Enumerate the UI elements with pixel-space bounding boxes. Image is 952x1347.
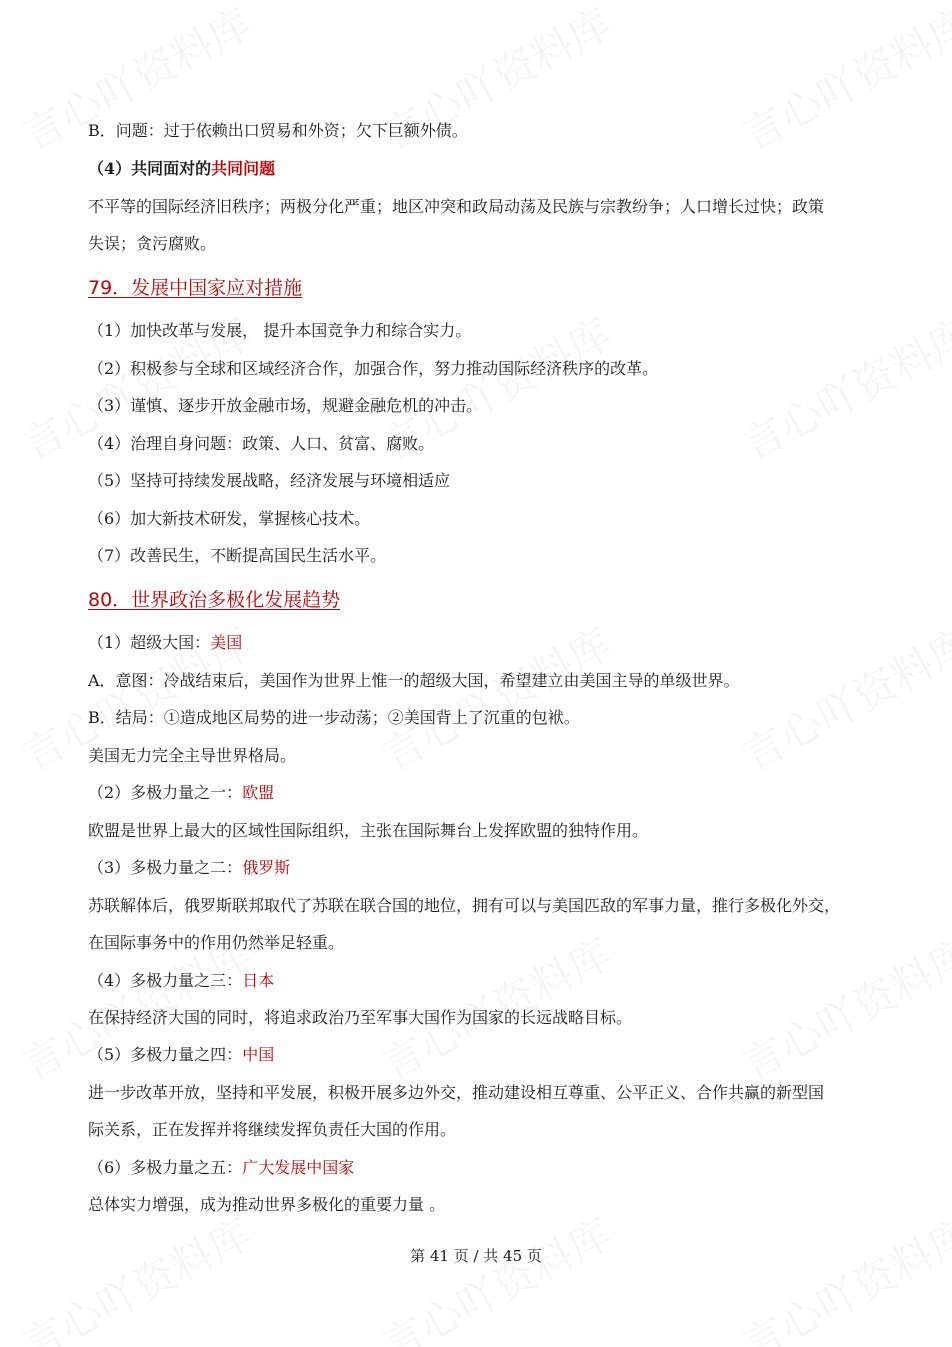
- list-item-measure-1: （1）加快改革与发展， 提升本国竞争力和综合实力。: [88, 321, 472, 340]
- paragraph-pole-1-a: A．意图：冷战结束后，美国作为世界上惟一的超级大国，希望建立由美国主导的单级世界。: [88, 671, 740, 690]
- pole-1-highlight: 美国: [210, 633, 243, 652]
- pole-5-heading: [88, 1044, 882, 1066]
- list-item-measure-3: （3）谨慎、逐步开放金融市场，规避金融危机的冲击。: [88, 396, 483, 415]
- pole-3-highlight: 俄罗斯: [242, 858, 291, 877]
- subheading-highlight: 共同问题: [211, 159, 276, 178]
- pole-3-prefix: （3）多极力量之二：: [88, 858, 243, 877]
- page-number-footer: 第 41 页 / 共 45 页: [410, 1247, 542, 1265]
- pole-2-prefix: （2）多极力量之一：: [88, 783, 243, 802]
- watermark: [10, 1202, 261, 1347]
- pole-6-highlight: 广大发展中国家: [242, 1158, 355, 1177]
- subheading-prefix: （4）共同面对的: [88, 159, 212, 178]
- paragraph-pole-5-1: 进一步改革开放，坚持和平发展，积极开展多边外交，推动建设相互尊重、公平正义、合作共赢的新型国: [88, 1083, 825, 1102]
- list-item-measure-7: （7）改善民生，不断提高国民生活水平。: [88, 546, 387, 565]
- pole-4-prefix: （4）多极力量之三：: [88, 971, 243, 990]
- watermark: [730, 1202, 952, 1347]
- list-item-measure-5: （5）坚持可持续发展战略，经济发展与环境相适应: [88, 471, 451, 490]
- pole-6-heading: [88, 1157, 882, 1179]
- list-item-measure-6: （6）加大新技术研发，掌握核心技术。: [88, 509, 371, 528]
- paragraph-pole-1-b: B．结局：①造成地区局势的进一步动荡；②美国背上了沉重的包袱。: [88, 708, 580, 727]
- paragraph-pole-3-2: 在国际事务中的作用仍然举足轻重。: [88, 933, 345, 952]
- pole-2-highlight: 欧盟: [242, 783, 275, 802]
- section-heading-80: 80．世界政治多极化发展趋势: [88, 589, 341, 611]
- pole-1-prefix: （1）超级大国：: [88, 633, 211, 652]
- pole-4-highlight: 日本: [242, 971, 275, 990]
- paragraph-pole-2: 欧盟是世界上最大的区域性国际组织，主张在国际舞台上发挥欧盟的独特作用。: [88, 821, 649, 840]
- list-item-measure-2: （2）积极参与全球和区域经济合作，加强合作，努力推动国际经济秩序的改革。: [88, 359, 659, 378]
- pole-6-prefix: （6）多极力量之五：: [88, 1158, 243, 1177]
- list-item-measure-4: （4）治理自身问题：政策、人口、贫富、腐败。: [88, 434, 435, 453]
- pole-3-heading: [88, 857, 882, 879]
- pole-5-prefix: （5）多极力量之四：: [88, 1045, 243, 1064]
- pole-1-heading: [88, 632, 882, 654]
- paragraph-pole-1-c: 美国无力完全主导世界格局。: [88, 746, 297, 765]
- section-heading-79: 79．发展中国家应对措施: [88, 277, 303, 299]
- paragraph-pole-4: 在保持经济大国的同时，将追求政治乃至军事大国作为国家的长远战略目标。: [88, 1008, 633, 1027]
- paragraph-common-problems-2: 失误；贪污腐败。: [88, 234, 217, 253]
- subheading-common-problems: [88, 158, 882, 180]
- paragraph-common-problems-1: 不平等的国际经济旧秩序；两极分化严重；地区冲突和政局动荡及民族与宗教纷争；人口增长过快；政策: [88, 197, 825, 216]
- pole-5-highlight: 中国: [242, 1045, 275, 1064]
- paragraph-pole-5-2: 际关系，正在发挥并将继续发挥负责任大国的作用。: [88, 1120, 457, 1139]
- pole-2-heading: [88, 782, 882, 804]
- paragraph-pole-3-1: 苏联解体后，俄罗斯联邦取代了苏联在联合国的地位，拥有可以与美国匹敌的军事力量，推行多极化外交，: [88, 896, 841, 915]
- paragraph-pole-6: 总体实力增强，成为推动世界多极化的重要力量 。: [88, 1195, 446, 1214]
- paragraph-b-problem: B．问题：过于依赖出口贸易和外资；欠下巨额外债。: [88, 121, 468, 140]
- watermark: [370, 1202, 621, 1347]
- pole-4-heading: [88, 970, 882, 992]
